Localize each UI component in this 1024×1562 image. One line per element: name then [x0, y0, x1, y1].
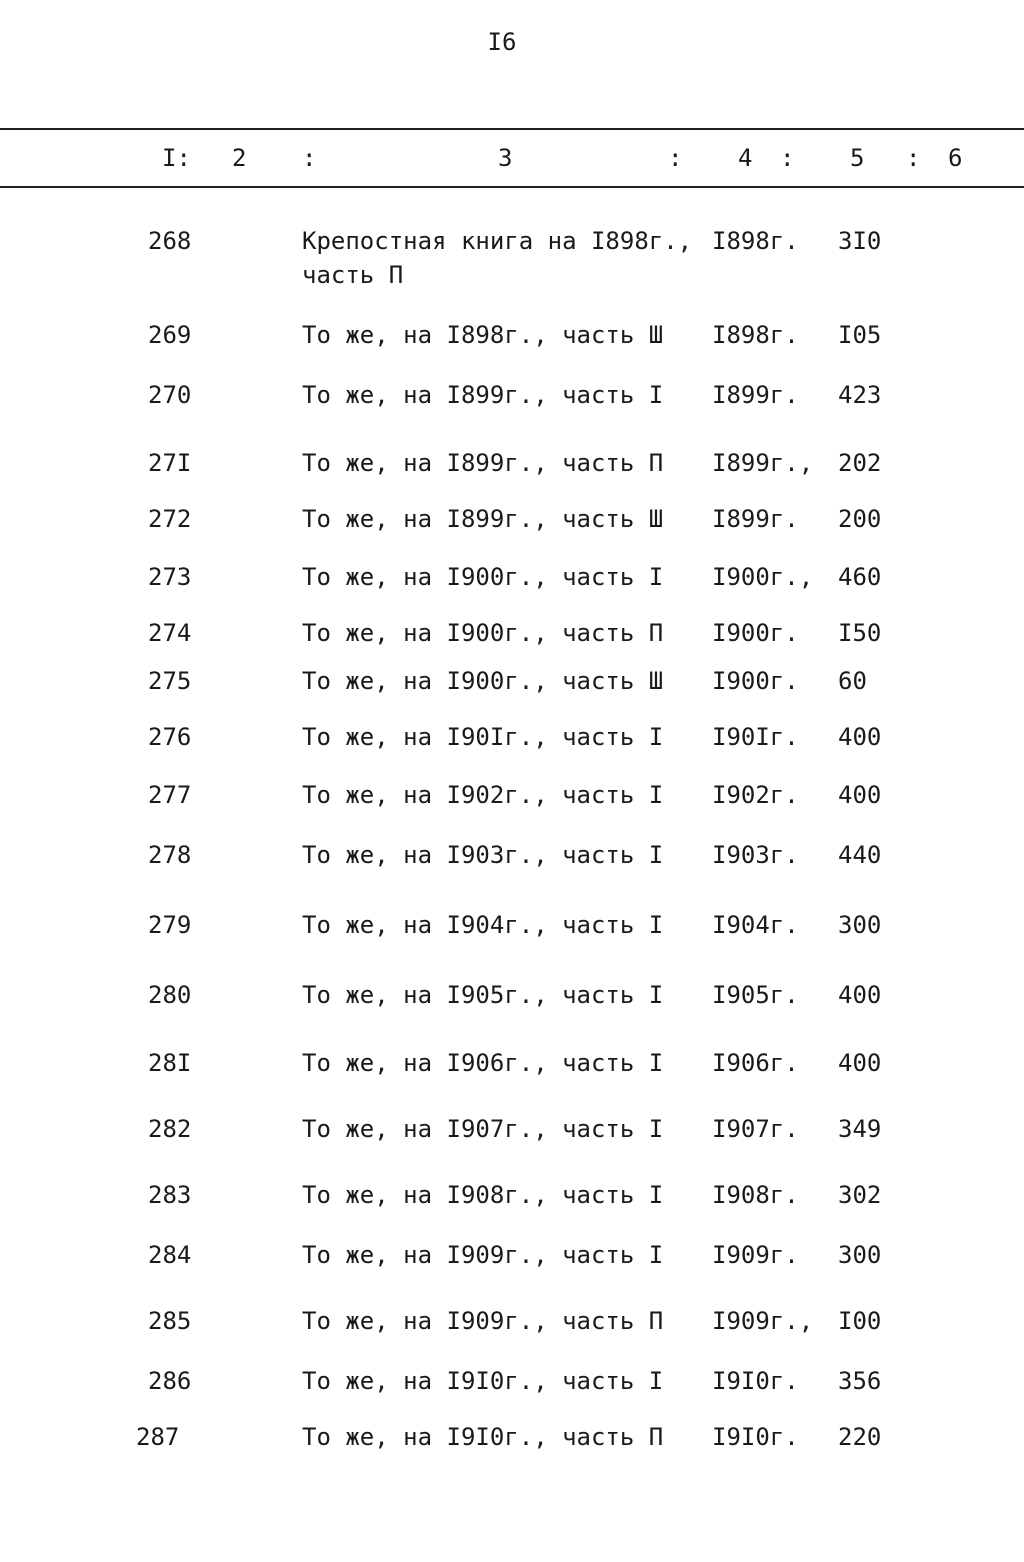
header-col-5: 5: [850, 144, 865, 172]
row-title: То же, на I903г., часть I: [302, 841, 664, 869]
row-title: То же, на I909г., часть I: [302, 1241, 664, 1269]
row-number: 278: [148, 841, 192, 869]
header-col-1: I:: [162, 144, 191, 172]
row-number: 283: [148, 1181, 192, 1209]
row-date: I900г.,: [712, 563, 814, 591]
header-col-3: 3: [498, 144, 513, 172]
row-count: I00: [838, 1307, 882, 1335]
row-number: 27I: [148, 449, 192, 477]
row-title: То же, на I90Iг., часть I: [302, 723, 664, 751]
row-date: I909г.,: [712, 1307, 814, 1335]
row-date: I907г.: [712, 1115, 799, 1143]
header-separator-3: :: [780, 144, 795, 172]
row-title: То же, на I898г., часть Ш: [302, 321, 664, 349]
header-col-6: 6: [948, 144, 963, 172]
row-number: 268: [148, 227, 192, 255]
row-title: То же, на I899г., часть I: [302, 381, 664, 409]
table-header: [0, 144, 1024, 176]
row-count: 400: [838, 981, 882, 1009]
row-title: То же, на I909г., часть П: [302, 1307, 664, 1335]
row-date: I908г.: [712, 1181, 799, 1209]
row-date: I900г.: [712, 667, 799, 695]
row-count: 202: [838, 449, 882, 477]
row-number: 282: [148, 1115, 192, 1143]
row-date: I899г.,: [712, 449, 814, 477]
row-number: 274: [148, 619, 192, 647]
row-count: 440: [838, 841, 882, 869]
row-title: То же, на I907г., часть I: [302, 1115, 664, 1143]
row-date: I902г.: [712, 781, 799, 809]
row-title: То же, на I9I0г., часть I: [302, 1367, 664, 1395]
row-title: То же, на I899г., часть П: [302, 449, 664, 477]
header-col-2: 2: [232, 144, 247, 172]
row-title: То же, на I905г., часть I: [302, 981, 664, 1009]
row-number: 277: [148, 781, 192, 809]
row-count: 3I0: [838, 227, 882, 255]
row-number: 269: [148, 321, 192, 349]
row-number: 270: [148, 381, 192, 409]
row-date: I903г.: [712, 841, 799, 869]
row-number: 280: [148, 981, 192, 1009]
row-number: 286: [148, 1367, 192, 1395]
row-date: I899г.: [712, 505, 799, 533]
row-count: I50: [838, 619, 882, 647]
row-date: I906г.: [712, 1049, 799, 1077]
row-count: 460: [838, 563, 882, 591]
row-count: 220: [838, 1423, 882, 1451]
row-count: 60: [838, 667, 867, 695]
header-separator-2: :: [668, 144, 683, 172]
row-title: То же, на I9I0г., часть П: [302, 1423, 664, 1451]
row-date: I904г.: [712, 911, 799, 939]
header-col-4: 4: [738, 144, 753, 172]
header-separator-4: :: [906, 144, 921, 172]
row-date: I909г.: [712, 1241, 799, 1269]
row-date: I9I0г.: [712, 1367, 799, 1395]
row-count: 423: [838, 381, 882, 409]
row-number: 28I: [148, 1049, 192, 1077]
page-number: I6: [487, 28, 517, 56]
row-number: 276: [148, 723, 192, 751]
row-title: То же, на I906г., часть I: [302, 1049, 664, 1077]
row-count: 400: [838, 723, 882, 751]
row-title: То же, на I900г., часть П: [302, 619, 664, 647]
row-title: То же, на I900г., часть I: [302, 563, 664, 591]
row-date: I905г.: [712, 981, 799, 1009]
row-count: 349: [838, 1115, 882, 1143]
row-count: 400: [838, 1049, 882, 1077]
row-title: То же, на I899г., часть Ш: [302, 505, 664, 533]
row-title: То же, на I902г., часть I: [302, 781, 664, 809]
row-title: Крепостная книга на I898г., часть П: [302, 227, 693, 289]
row-count: 300: [838, 1241, 882, 1269]
row-count: 200: [838, 505, 882, 533]
row-count: 400: [838, 781, 882, 809]
row-number: 272: [148, 505, 192, 533]
table-header-rule: [0, 186, 1024, 188]
header-separator-1: :: [302, 144, 317, 172]
row-date: I900г.: [712, 619, 799, 647]
row-date: I898г.: [712, 227, 799, 255]
row-number: 273: [148, 563, 192, 591]
row-count: 302: [838, 1181, 882, 1209]
row-date: I899г.: [712, 381, 799, 409]
row-number: 284: [148, 1241, 192, 1269]
row-date: I90Iг.: [712, 723, 799, 751]
row-date: I898г.: [712, 321, 799, 349]
row-count: 356: [838, 1367, 882, 1395]
row-title: То же, на I904г., часть I: [302, 911, 664, 939]
row-number: 279: [148, 911, 192, 939]
table-top-rule: [0, 128, 1024, 130]
row-number: 287: [136, 1423, 180, 1451]
row-count: I05: [838, 321, 882, 349]
row-title: То же, на I900г., часть Ш: [302, 667, 664, 695]
row-title: То же, на I908г., часть I: [302, 1181, 664, 1209]
row-date: I9I0г.: [712, 1423, 799, 1451]
row-count: 300: [838, 911, 882, 939]
row-number: 285: [148, 1307, 192, 1335]
row-number: 275: [148, 667, 192, 695]
